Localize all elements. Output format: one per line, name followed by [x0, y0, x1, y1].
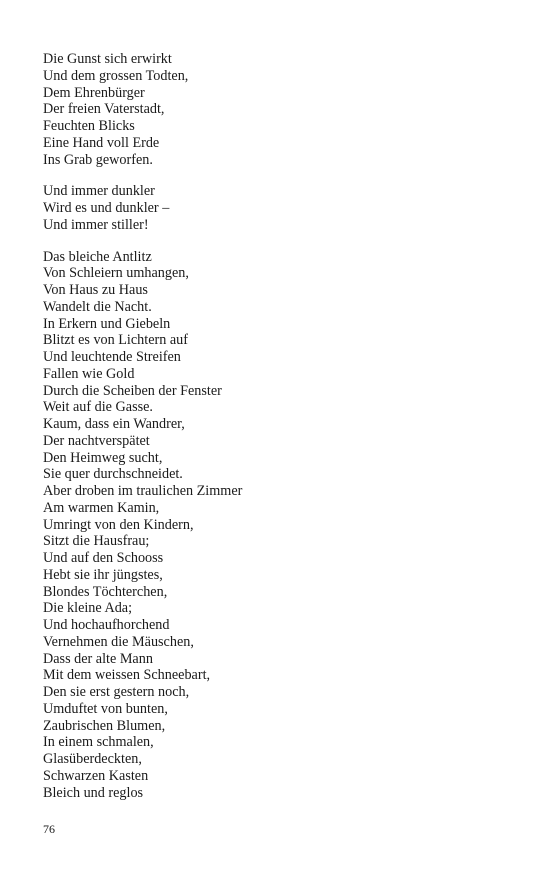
poem-line: Den Heimweg sucht, [43, 449, 163, 466]
poem-line: Aber droben im traulichen Zimmer [43, 483, 243, 499]
poem-line: Und immer stiller! [43, 216, 149, 233]
poem-line: Und leuchtende Streifen [43, 349, 181, 365]
poem-line: Bleich und reglos [43, 784, 144, 801]
poem-line: In Erkern und Giebeln [43, 315, 171, 332]
poem-line: Sitzt die Hausfrau; [43, 533, 150, 550]
poem-line: Zaubrischen Blumen, [43, 717, 166, 734]
stanza [43, 51, 513, 168]
poem-line: Weit auf die Gasse. [43, 399, 153, 416]
poem-line: Feuchten Blicks [43, 118, 135, 134]
poem-line: Glasüberdeckten, [43, 751, 142, 767]
stanza [43, 183, 513, 233]
poem-line: Wandelt die Nacht. [43, 298, 152, 315]
poem-line: Dass der alte Mann [43, 650, 153, 667]
poem-line: Dem Ehrenbürger [43, 84, 145, 101]
poem-line: Wird es und dunkler – [43, 200, 170, 216]
poem-line: Umringt von den Kindern, [43, 516, 194, 533]
poem-line: Der nachtverspätet [43, 432, 150, 449]
poem-line: Von Schleiern umhangen, [43, 265, 189, 282]
poem-line: Umduftet von bunten, [43, 700, 168, 717]
poem-line: Blondes Töchterchen, [43, 583, 168, 600]
poem-line: Blitzt es von Lichtern auf [43, 332, 188, 349]
poem-line: Von Haus zu Haus [43, 282, 148, 298]
poem-line: Vernehmen die Mäuschen, [43, 633, 194, 650]
poem-line: Und hochaufhorchend [43, 617, 170, 633]
poem-line: Den sie erst gestern noch, [43, 684, 190, 700]
poem-line: Sie quer durchschneidet. [43, 466, 183, 483]
poem-text [43, 51, 513, 816]
stanza [43, 249, 513, 802]
poem-line: Der freien Vaterstadt, [43, 101, 165, 118]
poem-line: Mit dem weissen Schneebart, [43, 667, 211, 684]
poem-line: Schwarzen Kasten [43, 767, 149, 784]
poem-line: Die kleine Ada; [43, 600, 133, 617]
poem-line: Und dem grossen Todten, [43, 67, 189, 84]
poem-line: Am warmen Kamin, [43, 499, 160, 516]
poem-line: Hebt sie ihr jüngstes, [43, 566, 163, 583]
poem-line: Das bleiche Antlitz [43, 248, 152, 265]
poem-line: Durch die Scheiben der Fenster [43, 382, 222, 399]
poem-line: Fallen wie Gold [43, 365, 135, 382]
poem-line: Und immer dunkler [43, 183, 155, 200]
poem-line: Ins Grab geworfen. [43, 151, 153, 168]
page-number: 76 [43, 822, 55, 836]
poem-line: Eine Hand voll Erde [43, 134, 160, 151]
poem-line: In einem schmalen, [43, 734, 154, 751]
poem-line: Die Gunst sich erwirkt [43, 51, 172, 67]
poem-line: Und auf den Schooss [43, 550, 164, 566]
poem-line: Kaum, dass ein Wandrer, [43, 416, 185, 432]
